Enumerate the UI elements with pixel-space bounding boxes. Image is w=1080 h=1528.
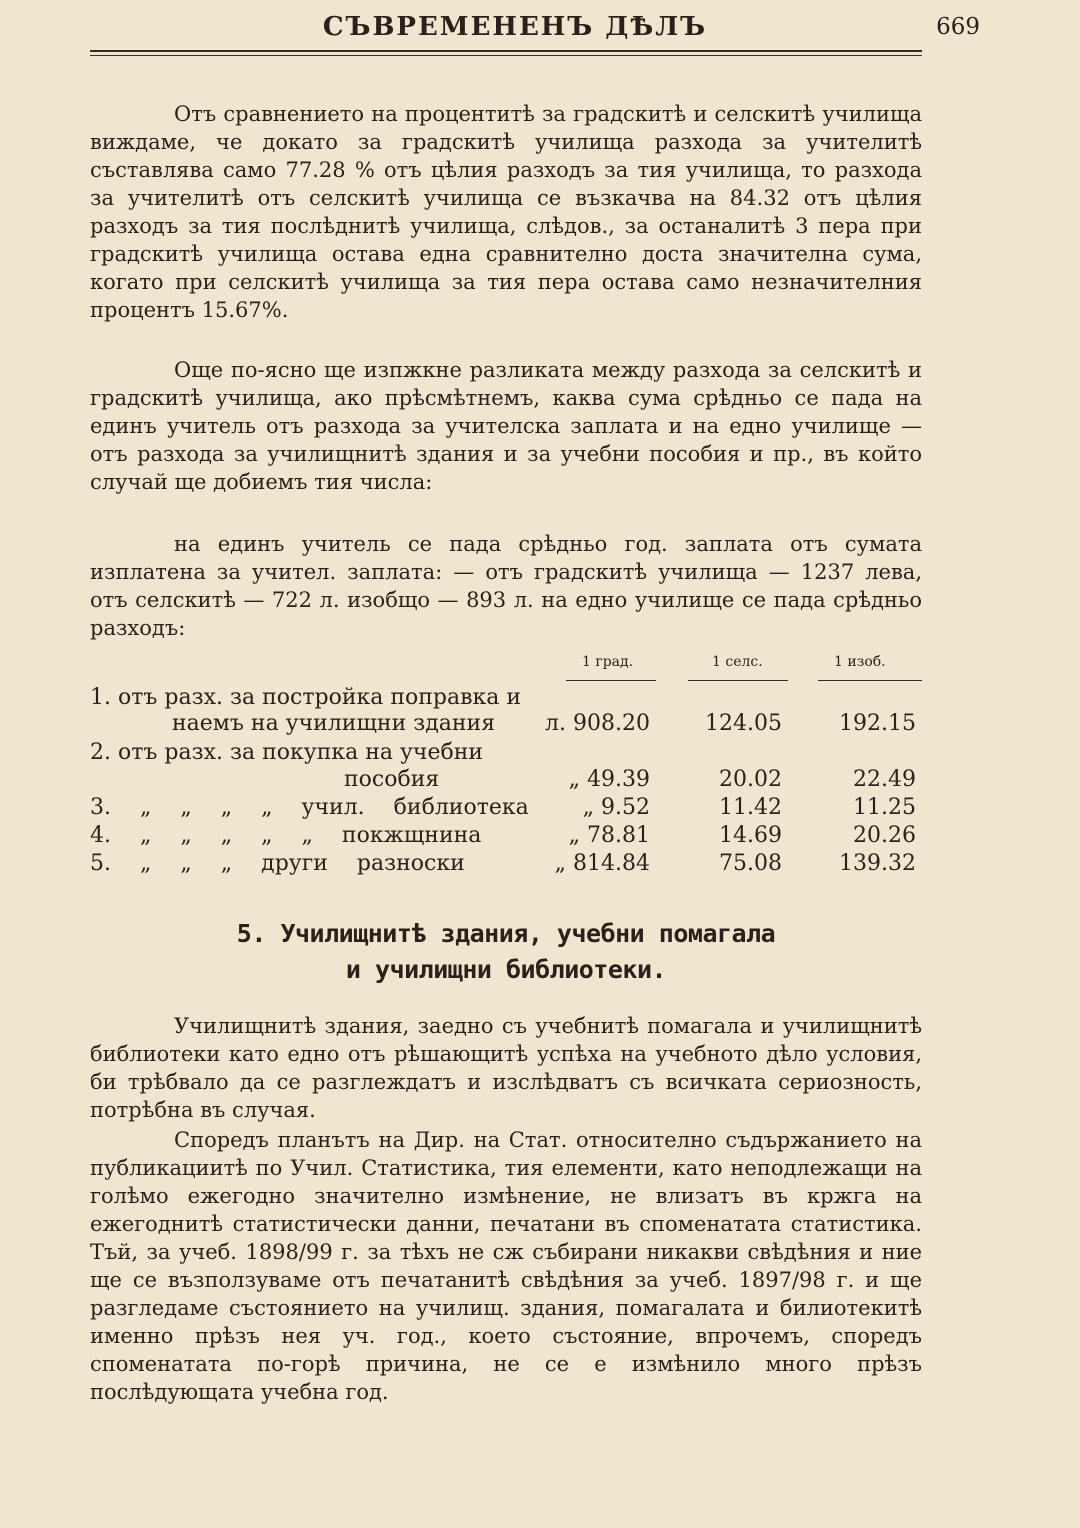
running-head [90, 10, 980, 46]
cell-village: 75.08 [719, 851, 782, 876]
table-row [90, 850, 922, 878]
cell-village: 20.02 [719, 767, 782, 792]
paragraph-averages: на единъ учитель се пада срѣдньо год. заплата отъ сумата изплатена за учител. заплата: — отъ градскитѣ училища — 1237 лева, отъ селскитѣ — 722 л. изобщо — 893 л. на едно училище се пада срѣдньо разходъ: [90, 532, 922, 640]
section-title: 5. Училищнитѣ здания, учебни помагала [236, 919, 776, 948]
cell-village: 11.42 [719, 795, 782, 820]
table-row [90, 739, 922, 767]
row-label: 4. „ „ „ „ „ покжщнина [90, 823, 482, 848]
section-title-line2: и училищни библиотеки. [345, 955, 667, 984]
row-label: 3. „ „ „ „ учил. библиотека [90, 795, 529, 820]
paragraph-comparison: Отъ сравнението на процентитѣ за градскитѣ и селскитѣ училища виждаме, че докато за градскитѣ училища разхода за учителитѣ съставлява само 77.28 % отъ цѣлия разходъ за тия училища, то разхода за учителитѣ отъ селскитѣ училища се възкачва на 84.32 отъ цѣлия разходъ за тия послѣднитѣ училища, слѣдов., за останалитѣ 3 пера при градскитѣ училища остава една сравнително доста значителна сума, когато при селскитѣ училища за тия пера остава само незначителния процентъ 15.67%. [90, 102, 922, 322]
paragraph-buildings: Училищнитѣ здания, заедно съ учебнитѣ помагала и училищнитѣ библиотеки като едно отъ рѣшающитѣ успѣха на учебното дѣло условия, би трѣбвало да се разглеждатъ и изслѣдватъ съ всичката сериозность, потрѣбна въ случая. [90, 1014, 922, 1122]
table-row [90, 684, 922, 712]
table-row [90, 794, 922, 822]
paragraph-difference: Още по-ясно ще изпжкне разликата между разхода за селскитѣ и градскитѣ училища, ако прѣсмѣтнемъ, каква сума срѣдньо се пада на единъ учитель отъ разхода за учителска заплата и на едно училище — отъ разхода за училищнитѣ здания и за учебни пособия и пр., въ който случай ще добиемъ тия числа: [90, 358, 922, 494]
cell-total: 139.32 [839, 851, 916, 876]
cell-total: 20.26 [853, 823, 916, 848]
row-label: 5. „ „ „ други разноски [90, 851, 465, 876]
cell-city: „ 78.81 [568, 823, 650, 848]
row-label: 2. отъ разх. за покупка на учебни [90, 740, 484, 765]
cell-total: 192.15 [839, 711, 916, 736]
cell-total: 22.49 [853, 767, 916, 792]
cell-village: 124.05 [705, 711, 782, 736]
column-rule [566, 680, 656, 681]
row-label: наемъ на училищни здания [172, 711, 496, 736]
cell-city: л. 908.20 [545, 711, 650, 736]
column-rule [688, 680, 788, 681]
cell-total: 11.25 [853, 795, 916, 820]
header-rule-thin [90, 55, 922, 56]
column-header-city: 1 град. [582, 654, 634, 670]
table-row [90, 766, 922, 794]
row-label: пособия [344, 767, 440, 792]
cell-city: „ 9.52 [582, 795, 650, 820]
paragraph-plan: Споредъ планътъ на Дир. на Стат. относително съдържанието на публикациитѣ по Учил. Статистика, тия елементи, като неподлежащи на голѣмо ежегодно значително измѣнение, не влизатъ въ кржга на ежегоднитѣ статистически данни, печатани въ споменатата статистика. Тъй, за учеб. 1898/99 г. за тѣхъ не сж събирани никакви свѣдѣния и ние ще се възползуваме отъ печатанитѣ свѣдѣния за учеб. 1897/98 г. и ще разгледаме състоянието на училищ. здания, помагалата и билиотекитѣ именно прѣзъ нея уч. год., което състояние, впрочемъ, споредъ споменатата по-горѣ причина, не се е измѣнило много прѣзъ послѣдующата учебна год. [90, 1128, 922, 1404]
row-label: 1. отъ разх. за постройка поправка и [90, 685, 522, 710]
cell-village: 14.69 [719, 823, 782, 848]
header-rule [90, 50, 922, 52]
column-header-total: 1 изоб. [834, 654, 886, 670]
column-rule [818, 680, 922, 681]
table-row [90, 710, 922, 738]
cell-city: „ 49.39 [568, 767, 650, 792]
table-row [90, 822, 922, 850]
page-number: 669 [936, 14, 980, 40]
cell-city: „ 814.84 [554, 851, 650, 876]
column-header-village: 1 селс. [712, 654, 763, 670]
running-head-title: СЪВРЕМЕНЕНЪ ДѢЛЪ [322, 12, 708, 42]
